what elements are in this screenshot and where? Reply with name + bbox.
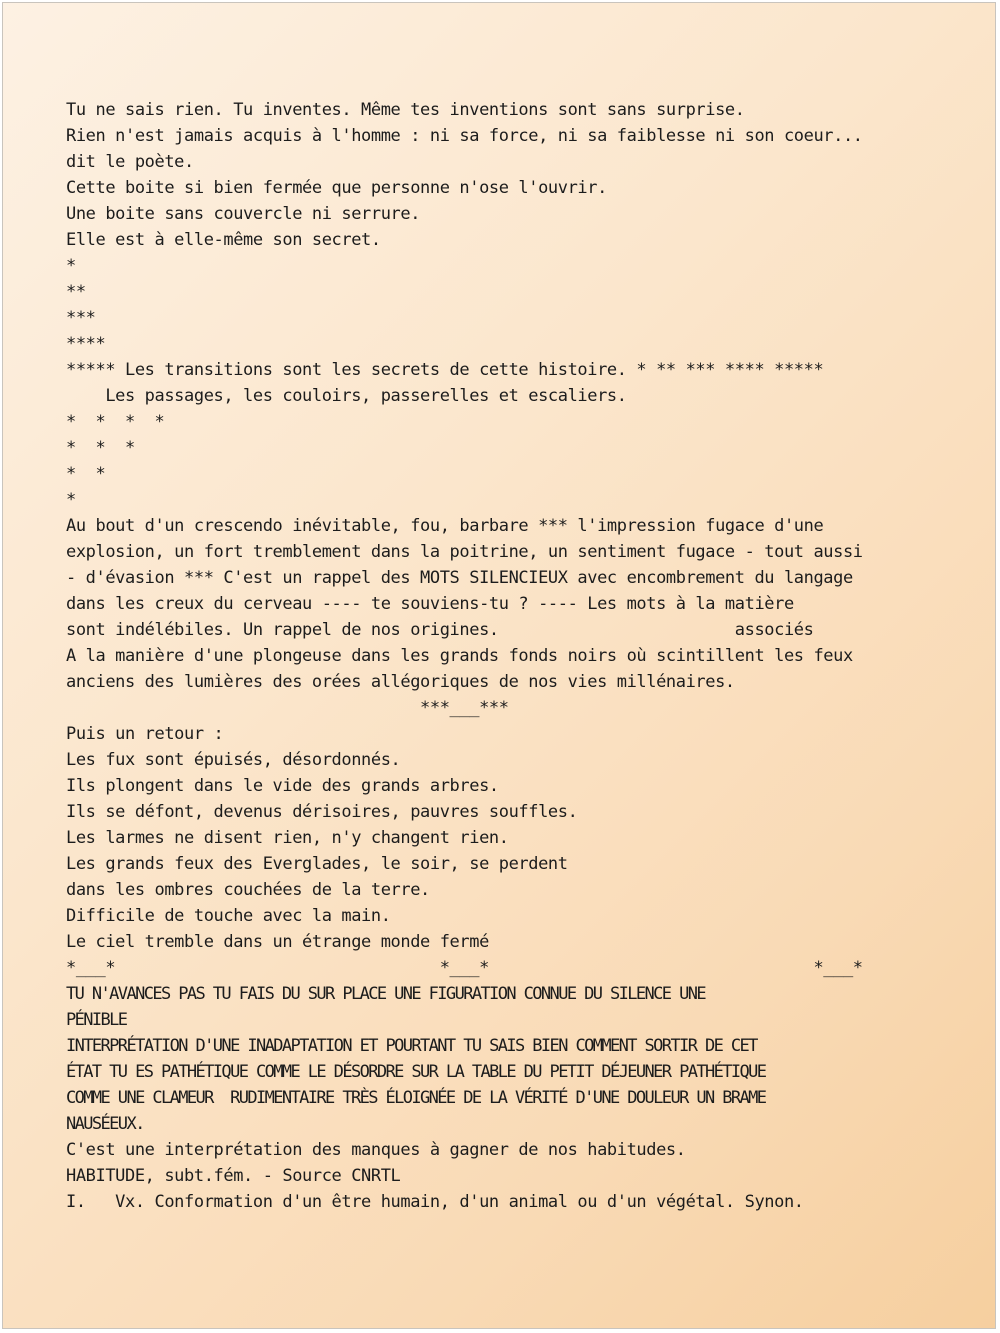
text-line: * * *	[66, 438, 135, 458]
text-line: Rien n'est jamais acquis à l'homme : ni sa force, ni sa faiblesse ni son coeur...	[66, 126, 863, 146]
text-line: **	[66, 282, 86, 302]
text-line: TU N'AVANCES PAS TU FAIS DU SUR PLACE UNE FIGURATION CONNUE DU SILENCE UNE	[66, 984, 705, 1004]
text-line: Cette boite si bien fermée que personne n'ose l'ouvrir.	[66, 178, 607, 198]
text-line: dans les ombres couchées de la terre.	[66, 880, 430, 900]
text-line: Ils se défont, devenus dérisoires, pauvres souffles.	[66, 802, 578, 822]
document-page	[2, 2, 996, 1329]
text-line: - d'évasion *** C'est un rappel des MOTS SILENCIEUX avec encombrement du langage	[66, 568, 853, 588]
text-line: HABITUDE, subt.fém. - Source CNRTL	[66, 1166, 401, 1186]
text-line: Les passages, les couloirs, passerelles et escaliers.	[66, 386, 627, 406]
text-line: A la manière d'une plongeuse dans les grands fonds noirs où scintillent les feux	[66, 646, 853, 666]
text-line: *___* *___* *___*	[66, 958, 863, 978]
text-line: explosion, un fort tremblement dans la poitrine, un sentiment fugace - tout aussi	[66, 542, 863, 562]
text-line: ***** Les transitions sont les secrets de cette histoire. * ** *** **** *****	[66, 360, 824, 380]
text-line: * *	[66, 464, 106, 484]
text-line: *	[66, 256, 76, 276]
text-line: dit le poète.	[66, 152, 194, 172]
text-line: dans les creux du cerveau ---- te souviens-tu ? ---- Les mots à la matière	[66, 594, 794, 614]
text-line: Au bout d'un crescendo inévitable, fou, barbare *** l'impression fugace d'une	[66, 516, 824, 536]
text-line: ÉTAT TU ES PATHÉTIQUE COMME LE DÉSORDRE SUR LA TABLE DU PETIT DÉJEUNER PATHÉTIQUE	[66, 1062, 766, 1082]
text-line: * * * *	[66, 412, 165, 432]
text-line: C'est une interprétation des manques à gagner de nos habitudes.	[66, 1140, 686, 1160]
text-line: Ils plongent dans le vide des grands arbres.	[66, 776, 499, 796]
text-line: anciens des lumières des orées allégoriques de nos vies millénaires.	[66, 672, 735, 692]
text-line: sont indélébiles. Un rappel de nos origines. associés	[66, 620, 814, 640]
text-line: *	[66, 490, 76, 510]
typewritten-text	[66, 97, 966, 1215]
text-line: ***	[66, 308, 96, 328]
text-line: Les grands feux des Everglades, le soir, se perdent	[66, 854, 568, 874]
text-line: Les fux sont épuisés, désordonnés.	[66, 750, 401, 770]
text-line: PÉNIBLE	[66, 1010, 127, 1030]
text-line: I. Vx. Conformation d'un être humain, d'un animal ou d'un végétal. Synon.	[66, 1192, 804, 1212]
text-line: Une boite sans couvercle ni serrure.	[66, 204, 421, 224]
text-line: Les larmes ne disent rien, n'y changent rien.	[66, 828, 509, 848]
text-line: Puis un retour :	[66, 724, 224, 744]
text-line: NAUSÉEUX.	[66, 1114, 144, 1134]
text-line: Tu ne sais rien. Tu inventes. Même tes inventions sont sans surprise.	[66, 100, 745, 120]
text-line: COMME UNE CLAMEUR RUDIMENTAIRE TRÈS ÉLOIGNÉE DE LA VÉRITÉ D'UNE DOULEUR UN BRAME	[66, 1088, 766, 1108]
text-line: Le ciel tremble dans un étrange monde fermé	[66, 932, 489, 952]
text-line: ***___***	[66, 698, 509, 718]
text-line: ****	[66, 334, 106, 354]
text-line: INTERPRÉTATION D'UNE INADAPTATION ET POURTANT TU SAIS BIEN COMMENT SORTIR DE CET	[66, 1036, 757, 1056]
text-line: Difficile de touche avec la main.	[66, 906, 391, 926]
text-line: Elle est à elle-même son secret.	[66, 230, 381, 250]
